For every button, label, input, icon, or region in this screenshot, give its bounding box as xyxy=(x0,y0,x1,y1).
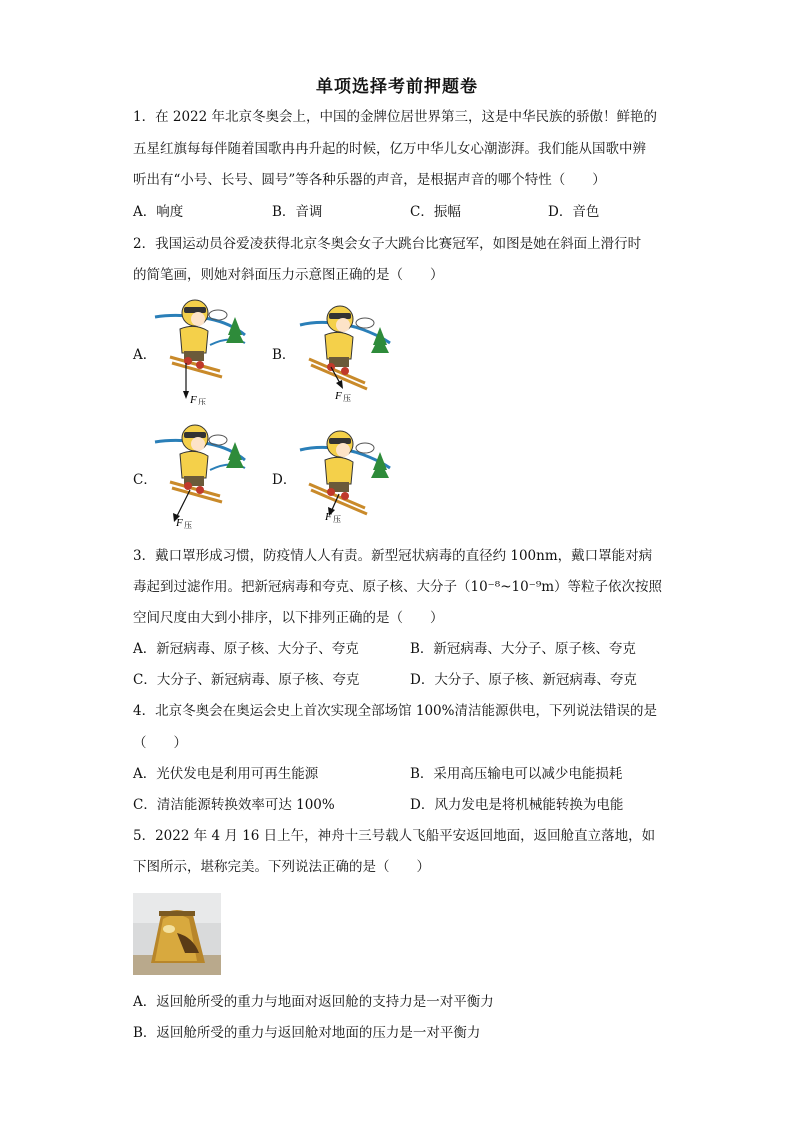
q3-option-d[interactable]: D．大分子、原子核、新冠病毒、夸克 xyxy=(410,672,637,688)
svg-text:F: F xyxy=(335,390,342,402)
q1-line-1: 1．在 2022 年北京冬奥会上，中国的金牌位居世界第三，这是中华民族的骄傲！鲜艳的 xyxy=(133,109,658,125)
q1-option-b[interactable]: B．音调 xyxy=(272,204,323,220)
q1-line-3: 听出有“小号、长号、圆号”等各种乐器的声音，是根据声音的哪个特性（ ） xyxy=(133,172,606,188)
skier-figure-d xyxy=(295,420,405,530)
q2-line-2: 的简笔画，则她对斜面压力示意图正确的是（ ） xyxy=(133,267,444,283)
q4-line-2: （ ） xyxy=(133,735,187,751)
q4-option-a[interactable]: A．光伏发电是利用可再生能源 xyxy=(133,766,319,782)
q1-option-d[interactable]: D．音色 xyxy=(548,204,600,220)
q5-line-2: 下图所示，堪称完美。下列说法正确的是（ ） xyxy=(133,859,430,875)
skier-figure-c xyxy=(150,420,260,530)
q4-line-1: 4．北京冬奥会在奥运会史上首次实现全部场馆 100%清洁能源供电，下列说法错误的是 xyxy=(133,703,657,719)
svg-text:压: 压 xyxy=(333,515,341,524)
svg-text:F: F xyxy=(176,517,183,529)
q2-option-c[interactable]: C． xyxy=(133,472,157,488)
q3-line-1: 3．戴口罩形成习惯，防疫情人人有责。新型冠状病毒的直径约 100nm，戴口罩能对病 xyxy=(133,548,653,564)
q2-line-1: 2．我国运动员谷爱凌获得北京冬奥会女子大跳台比赛冠军，如图是她在斜面上滑行时 xyxy=(133,236,642,252)
q1-option-a[interactable]: A．响度 xyxy=(133,204,184,220)
q2-option-b[interactable]: B． xyxy=(272,347,296,363)
q2-option-d[interactable]: D． xyxy=(272,472,297,488)
q3-line-2: 毒起到过滤作用。把新冠病毒和夸克、原子核、大分子（10⁻⁸~10⁻⁹m）等粒子依次按照 xyxy=(133,579,663,595)
svg-text:压: 压 xyxy=(198,398,206,405)
svg-text:F: F xyxy=(190,394,197,405)
skier-figure-b xyxy=(295,295,405,405)
svg-text:压: 压 xyxy=(343,394,351,403)
q5-option-b[interactable]: B．返回舱所受的重力与返回舱对地面的压力是一对平衡力 xyxy=(133,1025,481,1041)
q5-line-1: 5．2022 年 4 月 16 日上午，神舟十三号载人飞船平安返回地面，返回舱直立落地，如 xyxy=(133,828,656,844)
q5-option-a[interactable]: A．返回舱所受的重力与地面对返回舱的支持力是一对平衡力 xyxy=(133,994,494,1010)
page-title: 单项选择考前押题卷 xyxy=(316,77,478,97)
q4-option-c[interactable]: C．清洁能源转换效率可达 100% xyxy=(133,797,335,813)
q4-option-d[interactable]: D．风力发电是将机械能转换为电能 xyxy=(410,797,624,813)
svg-text:F: F xyxy=(325,511,332,523)
q1-option-c[interactable]: C．振幅 xyxy=(410,204,461,220)
q3-option-c[interactable]: C．大分子、新冠病毒、原子核、夸克 xyxy=(133,672,360,688)
skier-figure-a xyxy=(150,295,260,405)
svg-text:压: 压 xyxy=(184,521,192,530)
q2-option-a[interactable]: A． xyxy=(133,347,157,363)
q4-option-b[interactable]: B．采用高压输电可以减少电能损耗 xyxy=(410,766,623,782)
q3-option-a[interactable]: A．新冠病毒、原子核、大分子、夸克 xyxy=(133,641,359,657)
q3-option-b[interactable]: B．新冠病毒、大分子、原子核、夸克 xyxy=(410,641,636,657)
q3-line-3: 空间尺度由大到小排序，以下排列正确的是（ ） xyxy=(133,610,444,626)
q1-line-2: 五星红旗每每伴随着国歌冉冉升起的时候，亿万中华儿女心潮澎湃。我们能从国歌中辨 xyxy=(133,141,646,157)
return-capsule-photo xyxy=(133,893,221,975)
